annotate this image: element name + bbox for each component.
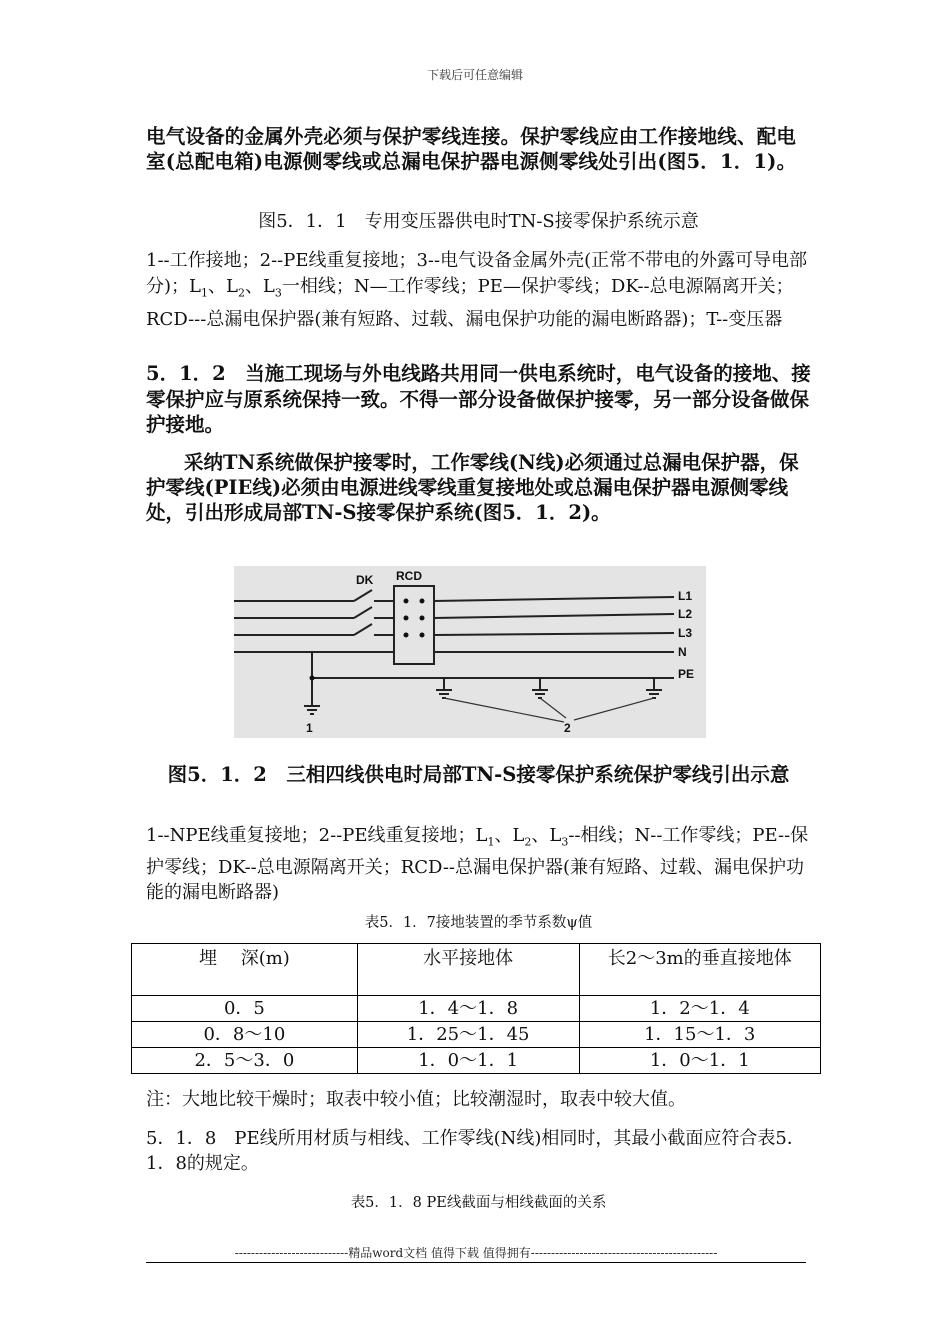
subscript: 2 <box>237 286 245 300</box>
legend-text: 、L <box>494 825 525 846</box>
legend-figure-5-1-2 <box>146 823 811 905</box>
header-cell: 水平接地体 <box>357 944 579 996</box>
header-cell: 长2～3m的垂直接地体 <box>579 944 821 996</box>
tn-s-wiring-diagram <box>234 566 706 738</box>
n-label: N <box>678 645 687 659</box>
table-cell: 1．25～1．45 <box>357 1022 579 1048</box>
paragraph-tn-system: 采纳TN系统做保护接零时，工作零线(N线)必须通过总漏电保护器，保护零线(PIE线)必须由电源进线零线重复接地处或总漏电保护器电源侧零线处，引出形成局部TN-S接零保护系统(图5．1．2)。 <box>146 451 799 524</box>
table-header-row <box>132 944 821 996</box>
page-header: 下载后可任意编辑 <box>426 68 523 82</box>
footer-rule <box>146 1262 806 1263</box>
table-cell: 1．4～1．8 <box>357 996 579 1022</box>
legend-text: --相线；N--工作零线；PE--保护零线；DK--总电源隔离开关；RCD--总漏电保护器(兼有短路、过载、漏电保护功能的漏电断路器) <box>146 825 809 903</box>
figure-caption-5-1-1: 图5．1．1 专用变压器供电时TN-S接零保护系统示意 <box>258 211 699 232</box>
table-cell: 1．0～1．1 <box>579 1048 821 1074</box>
subscript: 3 <box>274 286 282 300</box>
page-footer: ----------------------------精品word文档 值得下载 值得拥有---------------------------------------------- <box>234 1246 718 1260</box>
subscript: 2 <box>524 835 532 849</box>
subscript: 1 <box>487 835 495 849</box>
subscript: 3 <box>561 835 569 849</box>
l3-label: L3 <box>678 626 693 640</box>
rcd-label: RCD <box>396 569 422 583</box>
paragraph-5-1-2: 5．1．2 当施工现场与外电线路共用同一供电系统时，电气设备的接地、接零保护应与原系统保持一致。不得一部分设备做保护接零，另一部分设备做保护接地。 <box>146 362 811 436</box>
header-cell: 埋 深(m) <box>132 944 358 996</box>
legend-text: 1--工作接地；2--PE线重复接地；3--电气设备金属外壳(正常不带电的外露可导电部分)；L <box>146 250 808 297</box>
table-row <box>132 1048 821 1074</box>
pe-label: PE <box>678 667 695 681</box>
table-caption-5-1-7: 表5．1．7接地装置的季节系数ψ值 <box>364 915 593 931</box>
l2-label: L2 <box>678 607 693 621</box>
table-cell: 1．0～1．1 <box>357 1048 579 1074</box>
table-caption-5-1-8: 表5．1．8 PE线截面与相线截面的关系 <box>350 1195 607 1211</box>
legend-text: 、L <box>207 276 238 297</box>
table-cell: 2．5～3．0 <box>132 1048 358 1074</box>
subscript: 1 <box>200 286 208 300</box>
paragraph-protective-neutral: 电气设备的金属外壳必须与保护零线连接。保护零线应由工作接地线、配电室(总配电箱)电源侧零线或总漏电保护器电源侧零线处引出(图5．1．1)。 <box>146 125 797 173</box>
legend-text: 、L <box>244 276 275 297</box>
ground-label-1: 1 <box>306 721 313 735</box>
ground-label-2: 2 <box>564 721 571 735</box>
legend-text: 一相线；N—工作零线；PE—保护零线；DK--总电源隔离开关；RCD---总漏电保护器(兼有短路、过载、漏电保护功能的漏电断路器)；T--变压器 <box>146 276 794 330</box>
table-cell: 1．15～1．3 <box>579 1022 821 1048</box>
table-note: 注：大地比较干燥时；取表中较小值；比较潮湿时，取表中较大值。 <box>146 1089 686 1110</box>
legend-text: 1--NPE线重复接地；2--PE线重复接地；L <box>146 825 488 846</box>
table-cell: 0．5 <box>132 996 358 1022</box>
seasonal-coefficient-table <box>131 943 821 1074</box>
l1-label: L1 <box>678 589 693 603</box>
table-row <box>132 1022 821 1048</box>
paragraph-5-1-8: 5．1．8 PE线所用材质与相线、工作零线(N线)相同时，其最小截面应符合表5．1．8的规定。 <box>146 1128 805 1174</box>
figure-caption-5-1-2: 图5．1．2 三相四线供电时局部TN-S接零保护系统保护零线引出示意 <box>167 763 790 786</box>
table-cell: 1．2～1．4 <box>579 996 821 1022</box>
table-row <box>132 996 821 1022</box>
table-cell: 0．8～10 <box>132 1022 358 1048</box>
dk-label: DK <box>356 573 374 587</box>
legend-text: 、L <box>531 825 562 846</box>
legend-figure-5-1-1 <box>146 248 811 333</box>
